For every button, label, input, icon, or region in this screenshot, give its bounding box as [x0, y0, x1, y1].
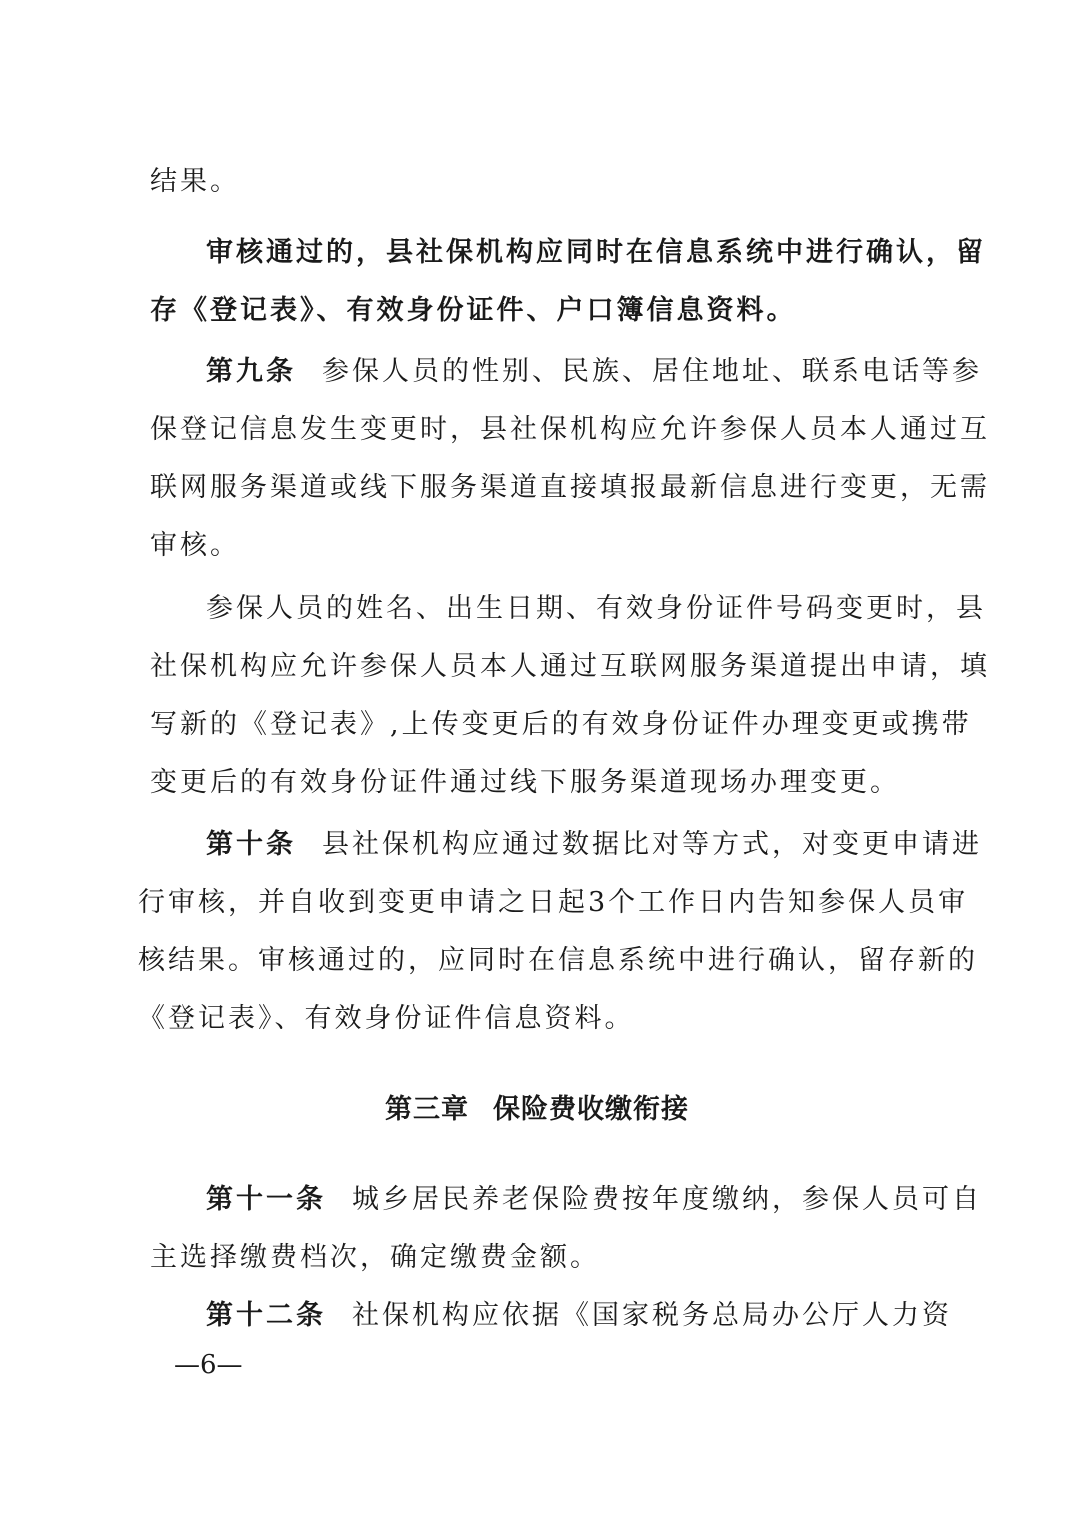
article-12-line: [206, 1296, 952, 1336]
text-line: 行审核，并自收到变更申请之日起3个工作日内告知参保人员审: [138, 887, 969, 918]
text-line: 变更后的有效身份证件通过线下服务渠道现场办理变更。: [150, 767, 900, 798]
chapter-number: 第三章: [385, 1094, 469, 1125]
article-11-text: 城乡居民养老保险费按年度缴纳，参保人员可自: [352, 1184, 982, 1215]
text-line: 审核。: [150, 530, 240, 561]
page-number: —6—: [174, 1350, 243, 1380]
text-line: 参保人员的姓名、出生日期、有效身份证件号码变更时，县: [206, 593, 986, 624]
article-11-line: [206, 1180, 982, 1220]
text-line: 主选择缴费档次，确定缴费金额。: [150, 1242, 600, 1273]
article-9-line: [206, 352, 982, 392]
text-line: 核结果。审核通过的，应同时在信息系统中进行确认，留存新的: [138, 945, 978, 976]
text-line: 《登记表》、有效身份证件信息资料。: [138, 1003, 635, 1034]
article-9-number: 第九条: [206, 356, 296, 387]
text-line: 联网服务渠道或线下服务渠道直接填报最新信息进行变更，无需: [150, 472, 990, 503]
text-line-bold: 审核通过的，县社保机构应同时在信息系统中进行确认，留: [206, 237, 986, 268]
chapter-heading: [0, 1090, 1074, 1130]
article-11-number: 第十一条: [206, 1184, 326, 1215]
text-line-bold: 存《登记表》、有效身份证件、户口簿信息资料。: [150, 295, 797, 326]
article-10-text: 县社保机构应通过数据比对等方式，对变更申请进: [322, 829, 982, 860]
article-12-number: 第十二条: [206, 1300, 326, 1331]
article-9-text: 参保人员的性别、民族、居住地址、联系电话等参: [322, 356, 982, 387]
chapter-title: 保险费收缴衔接: [493, 1094, 689, 1125]
text-line: 保登记信息发生变更时，县社保机构应允许参保人员本人通过互: [150, 414, 990, 445]
text-line: 写新的《登记表》,上传变更后的有效身份证件办理变更或携带: [150, 709, 972, 740]
text-line: 社保机构应允许参保人员本人通过互联网服务渠道提出申请，填: [150, 651, 990, 682]
text-line: 结果。: [150, 166, 240, 197]
article-10-number: 第十条: [206, 829, 296, 860]
article-12-text: 社保机构应依据《国家税务总局办公厅人力资: [352, 1300, 952, 1331]
article-10-line: [206, 825, 982, 865]
